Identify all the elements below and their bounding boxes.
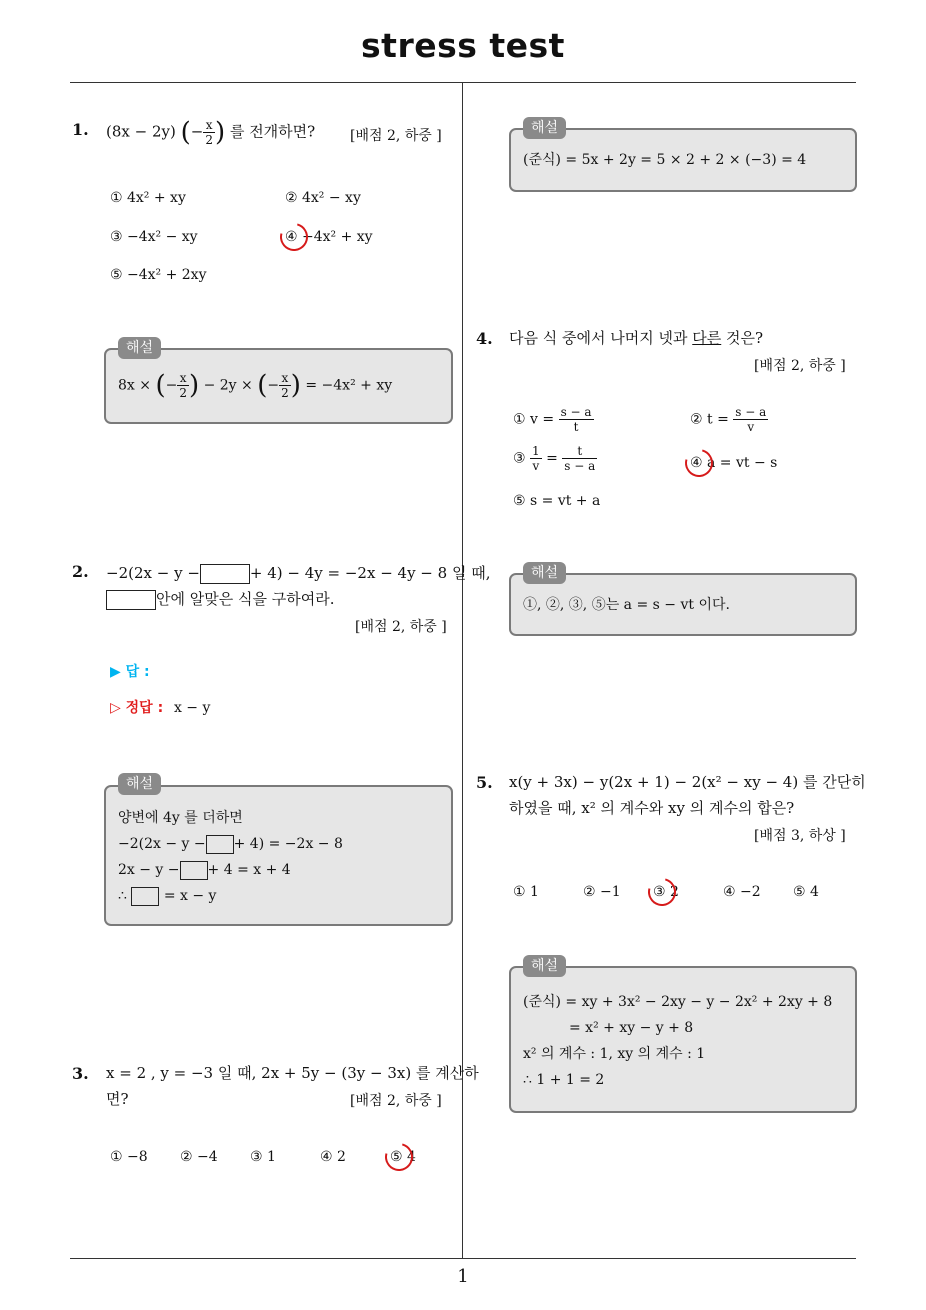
solution-text: (준식) = xy + 3x² − 2xy − y − 2x² + 2xy + 8 = x² + xy − y + 8 x² 의 계수 : 1, xy 의 계수 : 1 ∴ 1 + 1 = 2 xyxy=(523,994,833,1088)
option-4[interactable]: ④ a = vt − s xyxy=(690,455,778,471)
question-text-line2: 하였을 때, x² 의 계수와 xy 의 계수의 합은? xyxy=(509,799,795,817)
solution-tag: 해설 xyxy=(118,337,161,359)
question-number: 1. xyxy=(72,120,89,139)
option-5[interactable]: ⑤ s = vt + a xyxy=(513,493,601,509)
page-number: 1 xyxy=(457,1266,469,1287)
paren: ( xyxy=(180,117,191,148)
option-4[interactable]: ④ −2 xyxy=(723,884,761,900)
answer-input-label[interactable]: ▶ 답 : xyxy=(110,664,150,680)
solution-box xyxy=(509,966,857,1113)
solution-box xyxy=(104,785,453,926)
solution-tag: 해설 xyxy=(523,117,566,139)
question-text-line2: 안에 알맞은 식을 구하여라. xyxy=(106,586,334,612)
question-number: 5. xyxy=(476,773,493,792)
question-text: 다음 식 중에서 나머지 넷과 다른 것은? xyxy=(509,329,764,347)
option-2[interactable]: ② 4x² − xy xyxy=(285,190,361,206)
question-number: 4. xyxy=(476,329,493,348)
option-3[interactable]: ③ 2 xyxy=(653,884,679,900)
solution-text: (준식) = 5x + 2y = 5 × 2 + 2 × (−3) = 4 xyxy=(523,152,807,168)
solution-tag: 해설 xyxy=(118,773,161,795)
blank-box xyxy=(200,564,250,584)
score-label: [배점 2, 하중 ] xyxy=(350,1093,442,1109)
correct-answer: ▷ 정답 : x − y xyxy=(110,700,211,716)
solution-box xyxy=(104,348,453,424)
option-5[interactable]: ⑤ 4 xyxy=(390,1149,416,1165)
solution-tag: 해설 xyxy=(523,955,566,977)
answer-mark-circle xyxy=(643,873,681,911)
answer-mark-circle xyxy=(275,218,313,256)
question-prompt: 를 전개하면? xyxy=(229,122,316,141)
solution-tag: 해설 xyxy=(523,562,566,584)
answer-mark-circle xyxy=(680,444,718,482)
option-4[interactable]: ④ 2 xyxy=(320,1149,346,1165)
option-2[interactable]: ② t = $\frac{s - a}{v}$ xyxy=(690,405,767,434)
question-text: −2(2x − y − + 4) − 4y = −2x − 4y − 8 일 때, xyxy=(106,564,491,582)
question-number: 3. xyxy=(72,1064,89,1083)
solution-text: ①, ②, ③, ⑤는 a = s − vt 이다. xyxy=(523,597,730,613)
score-label: [배점 3, 하상 ] xyxy=(754,828,846,844)
question-number: 2. xyxy=(72,562,89,581)
footer-rule xyxy=(70,1258,856,1259)
solution-text: 8x × (− $\frac{x}{2}$ ) − 2y × (− $\frac{x}{2}$ ) = −4x² + xy xyxy=(118,370,393,401)
answer-mark-circle xyxy=(380,1138,418,1176)
option-2[interactable]: ② −1 xyxy=(583,884,621,900)
fraction: $\frac{x}{2}$ xyxy=(205,118,213,147)
option-4[interactable]: ④ −4x² + xy xyxy=(285,229,373,245)
question-text: x = 2 , y = −3 일 때, 2x + 5y − (3y − 3x) 를 계산하 xyxy=(106,1064,479,1082)
option-1[interactable]: ① 1 xyxy=(513,884,539,900)
option-2[interactable]: ② −4 xyxy=(180,1149,218,1165)
score-label: [배점 2, 하중 ] xyxy=(350,128,442,144)
option-1[interactable]: ① −8 xyxy=(110,1149,148,1165)
option-3[interactable]: ③ $\frac{1}{v}$ = $\frac{t}{s - a}$ xyxy=(513,444,596,473)
option-1[interactable]: ① 4x² + xy xyxy=(110,190,186,206)
blank-box xyxy=(106,590,156,610)
option-5[interactable]: ⑤ −4x² + 2xy xyxy=(110,267,207,283)
expr: (8x − 2y) xyxy=(106,122,176,141)
page-title: stress test xyxy=(361,26,565,65)
option-5[interactable]: ⑤ 4 xyxy=(793,884,819,900)
option-3[interactable]: ③ 1 xyxy=(250,1149,276,1165)
header-rule xyxy=(70,82,856,83)
question-text-line2: 면? xyxy=(106,1090,129,1108)
question-text: x(y + 3x) − y(2x + 1) − 2(x² − xy − 4) 를 간단히 xyxy=(509,773,866,791)
option-3[interactable]: ③ −4x² − xy xyxy=(110,229,198,245)
option-1[interactable]: ① v = $\frac{s - a}{t}$ xyxy=(513,405,592,434)
score-label: [배점 2, 하중 ] xyxy=(355,619,447,635)
question-text: (8x − 2y) (− $\frac{x}{2}$ ) 를 전개하면? xyxy=(106,117,316,148)
solution-text: 양변에 4y 를 더하면 −2(2x − y − + 4) = −2x − 8 2x − y − + 4 = x + 4 ∴ = x − y xyxy=(118,810,343,904)
score-label: [배점 2, 하중 ] xyxy=(754,358,846,374)
